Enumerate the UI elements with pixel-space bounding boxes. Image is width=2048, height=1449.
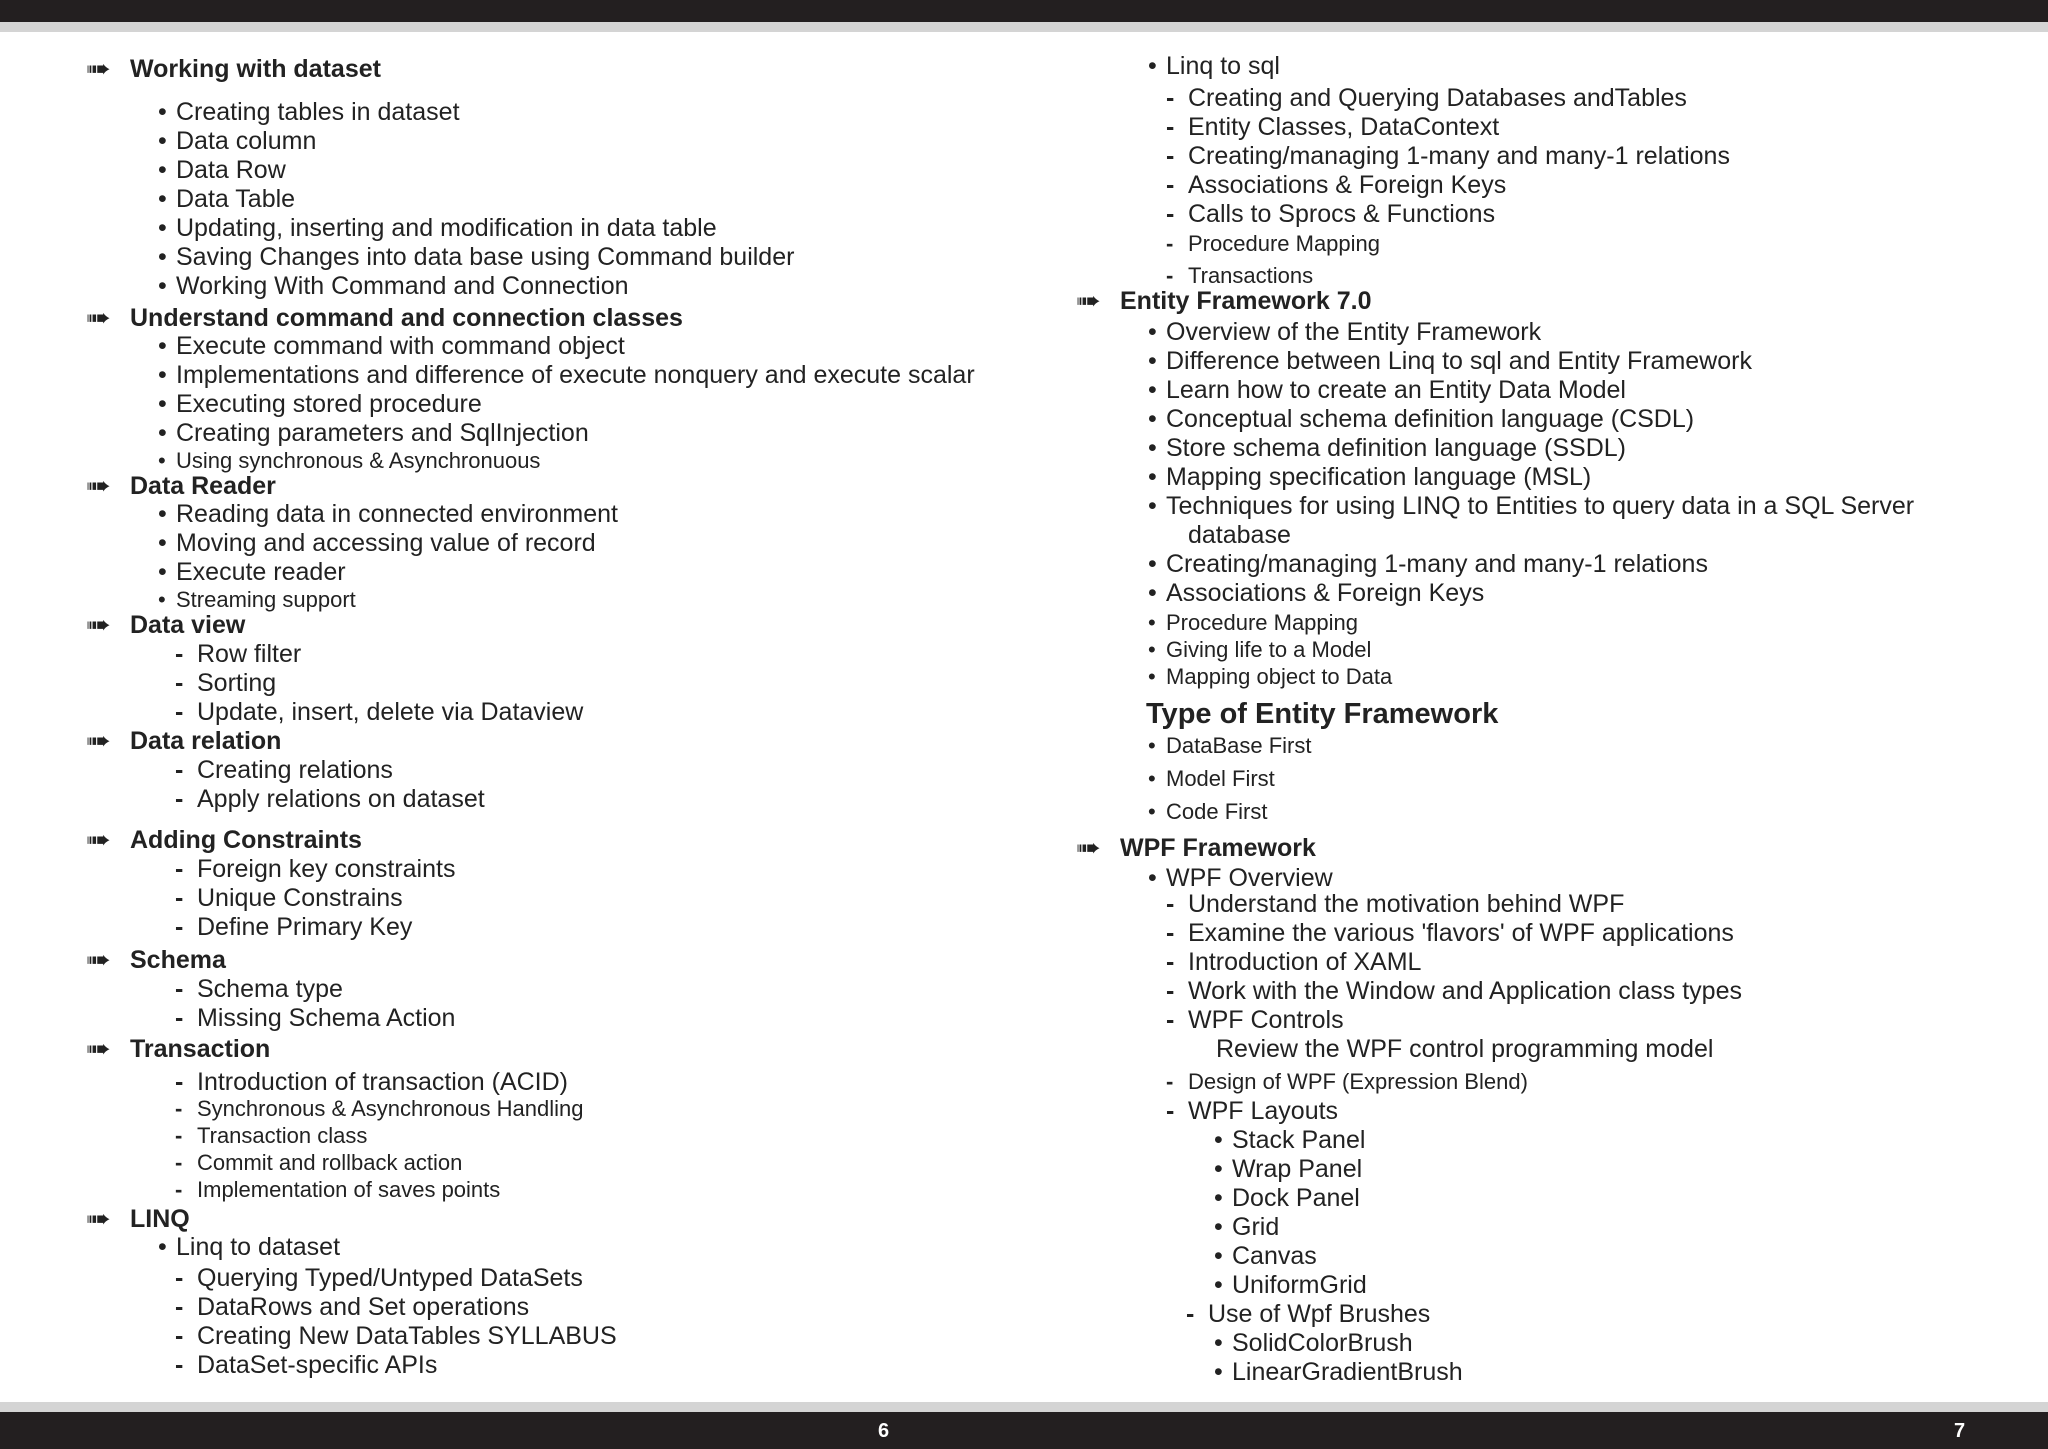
item-text: Creating relations: [197, 756, 393, 784]
bullet-icon: •: [158, 500, 167, 528]
dash-bullet-icon: -: [1166, 977, 1175, 1005]
right-list-item: [1214, 1184, 1360, 1213]
item-text: Procedure Mapping: [1188, 231, 1381, 256]
right-list-item: [1214, 1271, 1367, 1300]
left-list-item: [158, 185, 295, 214]
item-text: Foreign key constraints: [197, 855, 456, 883]
left-list-item: [158, 500, 618, 529]
left-section-heading: [85, 55, 381, 84]
top-bar: [0, 0, 2048, 22]
item-text: Learn how to create an Entity Data Model: [1166, 376, 1626, 404]
item-text: Using synchronous & Asynchronuous: [176, 448, 541, 473]
right-list-item: [1166, 263, 1313, 289]
dash-bullet-icon: -: [175, 756, 184, 784]
item-text: Introduction of XAML: [1188, 948, 1422, 976]
item-text: Mapping specification language (MSL): [1166, 463, 1592, 491]
item-text: SolidColorBrush: [1232, 1329, 1413, 1357]
right-list-item: [1166, 200, 1495, 229]
dash-bullet-icon: -: [1166, 1006, 1175, 1034]
item-text: LinearGradientBrush: [1232, 1358, 1463, 1386]
arrow-bullet-icon: ➠: [85, 55, 112, 83]
left-section-heading: [85, 1205, 190, 1234]
bottom-bar: [0, 1412, 2048, 1449]
right-list-item: [1148, 579, 1484, 608]
right-list-item: [1166, 231, 1380, 257]
dash-bullet-icon: -: [1166, 263, 1174, 288]
bullet-icon: •: [1148, 664, 1156, 689]
right-list-item: [1214, 1155, 1362, 1184]
right-list-item: [1166, 977, 1742, 1006]
item-text: Apply relations on dataset: [197, 785, 485, 813]
left-list-item: [175, 975, 343, 1004]
right-list-item: [1148, 318, 1541, 347]
item-text: Reading data in connected environment: [176, 500, 618, 528]
left-list-item: [175, 669, 276, 698]
right-list-item: [1148, 376, 1626, 405]
item-text: Transactions: [1188, 263, 1314, 288]
item-text: Execute reader: [176, 558, 346, 586]
item-text: Creating tables in dataset: [176, 98, 460, 126]
item-text: Dock Panel: [1232, 1184, 1360, 1212]
item-text: Data relation: [130, 727, 282, 755]
item-text: WPF Layouts: [1188, 1097, 1339, 1125]
item-text: Data Table: [176, 185, 296, 213]
page-number-right: 7: [1954, 1420, 1966, 1442]
left-list-item: [158, 587, 356, 613]
right-list-item: [1166, 1069, 1528, 1095]
arrow-bullet-icon: ➠: [85, 727, 112, 755]
item-text: Overview of the Entity Framework: [1166, 318, 1542, 346]
item-text: Saving Changes into data base using Command builder: [176, 243, 795, 271]
item-text: Conceptual schema definition language (CSDL): [1166, 405, 1695, 433]
left-list-item: [158, 272, 629, 301]
bullet-icon: •: [1148, 434, 1157, 462]
left-list-item: [175, 1068, 568, 1097]
item-text: Code First: [1166, 799, 1268, 824]
right-list-item: [1148, 347, 1752, 376]
item-text: Streaming support: [176, 587, 356, 612]
left-list-item: [175, 913, 412, 942]
bullet-icon: •: [1148, 799, 1156, 824]
item-text: Giving life to a Model: [1166, 637, 1372, 662]
dash-bullet-icon: -: [1166, 113, 1175, 141]
dash-bullet-icon: -: [1166, 1069, 1174, 1094]
bullet-icon: •: [1148, 610, 1156, 635]
right-list-item: [1166, 142, 1730, 171]
item-text: Executing stored procedure: [176, 390, 482, 418]
item-text: Data Row: [176, 156, 286, 184]
bullet-icon: •: [158, 448, 166, 473]
right-section-heading: [1075, 287, 1372, 316]
dash-bullet-icon: -: [175, 669, 184, 697]
bullet-icon: •: [158, 529, 167, 557]
left-list-item: [175, 884, 403, 913]
item-text: Entity Classes, DataContext: [1188, 113, 1500, 141]
left-list-item: [158, 243, 794, 272]
right-list-item: [1148, 733, 1312, 759]
item-text: Entity Framework 7.0: [1120, 287, 1372, 315]
bullet-icon: •: [158, 127, 167, 155]
dash-bullet-icon: -: [175, 855, 184, 883]
arrow-bullet-icon: ➠: [85, 946, 112, 974]
item-text: WPF Framework: [1120, 834, 1316, 862]
left-list-item: [175, 1177, 500, 1203]
left-list-item: [158, 419, 589, 448]
dash-bullet-icon: -: [1186, 1300, 1195, 1328]
left-list-item: [175, 1096, 583, 1122]
item-text: Associations & Foreign Keys: [1188, 171, 1507, 199]
left-list-item: [158, 127, 316, 156]
bullet-icon: •: [1214, 1184, 1223, 1212]
item-text: Moving and accessing value of record: [176, 529, 596, 557]
right-list-item: [1188, 521, 1291, 550]
dash-bullet-icon: -: [175, 1264, 184, 1292]
item-text: Design of WPF (Expression Blend): [1188, 1069, 1528, 1094]
item-text: Review the WPF control programming model: [1216, 1035, 1714, 1063]
item-text: Data column: [176, 127, 317, 155]
arrow-bullet-icon: ➠: [1075, 287, 1102, 315]
item-text: Techniques for using LINQ to Entities to query data in a SQL Server: [1166, 492, 1915, 520]
right-list-item: [1166, 1006, 1344, 1035]
left-list-item: [158, 214, 717, 243]
left-section-heading: [85, 727, 282, 756]
right-list-item: [1148, 799, 1267, 825]
item-text: Introduction of transaction (ACID): [197, 1068, 568, 1096]
arrow-bullet-icon: ➠: [85, 826, 112, 854]
bullet-icon: •: [1148, 550, 1157, 578]
item-text: Data Reader: [130, 472, 276, 500]
item-text: Unique Constrains: [197, 884, 403, 912]
bullet-icon: •: [158, 98, 167, 126]
item-text: UniformGrid: [1232, 1271, 1367, 1299]
right-list-item: [1166, 113, 1499, 142]
item-text: Transaction: [130, 1035, 271, 1063]
item-text: Sorting: [197, 669, 277, 697]
bullet-icon: •: [1148, 637, 1156, 662]
item-text: Creating/managing 1-many and many-1 relations: [1166, 550, 1708, 578]
dash-bullet-icon: -: [1166, 231, 1174, 256]
left-list-item: [158, 156, 286, 185]
dash-bullet-icon: -: [175, 884, 184, 912]
item-text: Associations & Foreign Keys: [1166, 579, 1485, 607]
bullet-icon: •: [1214, 1242, 1223, 1270]
item-text: Working With Command and Connection: [176, 272, 629, 300]
item-text: Linq to dataset: [176, 1233, 341, 1261]
item-text: Grid: [1232, 1213, 1280, 1241]
bullet-icon: •: [1214, 1155, 1223, 1183]
left-list-item: [175, 1322, 617, 1351]
item-text: Schema type: [197, 975, 343, 1003]
left-list-item: [175, 1293, 529, 1322]
bullet-icon: •: [1214, 1271, 1223, 1299]
dash-bullet-icon: -: [1166, 171, 1175, 199]
item-text: Execute command with command object: [176, 332, 625, 360]
dash-bullet-icon: -: [175, 1322, 184, 1350]
right-list-item: [1148, 550, 1708, 579]
item-text: Linq to sql: [1166, 52, 1280, 80]
right-list-item: [1166, 1097, 1338, 1126]
bottom-rule: [0, 1402, 2048, 1412]
bullet-icon: •: [158, 558, 167, 586]
arrow-bullet-icon: ➠: [85, 611, 112, 639]
right-list-item: [1148, 766, 1275, 792]
dash-bullet-icon: -: [175, 1123, 183, 1148]
bullet-icon: •: [1148, 733, 1156, 758]
bullet-icon: •: [1148, 347, 1157, 375]
dash-bullet-icon: -: [175, 975, 184, 1003]
item-text: Update, insert, delete via Dataview: [197, 698, 584, 726]
bullet-icon: •: [1214, 1329, 1223, 1357]
top-rule: [0, 22, 2048, 32]
left-list-item: [158, 390, 482, 419]
item-text: Model First: [1166, 766, 1275, 791]
dash-bullet-icon: -: [1166, 1097, 1175, 1125]
arrow-bullet-icon: ➠: [85, 1205, 112, 1233]
left-list-item: [175, 1351, 437, 1380]
right-list-item: [1166, 171, 1506, 200]
item-text: Work with the Window and Application class types: [1188, 977, 1742, 1005]
page-number-left: 6: [878, 1420, 890, 1442]
left-section-heading: [85, 1035, 271, 1064]
left-list-item: [158, 558, 346, 587]
bullet-icon: •: [1148, 492, 1157, 520]
dash-bullet-icon: -: [1166, 948, 1175, 976]
dash-bullet-icon: -: [175, 1096, 183, 1121]
right-list-item: [1166, 948, 1421, 977]
bullet-icon: •: [158, 214, 167, 242]
item-text: Row filter: [197, 640, 302, 668]
item-text: Transaction class: [197, 1123, 368, 1148]
left-list-item: [158, 361, 975, 390]
item-text: Schema: [130, 946, 226, 974]
item-text: Canvas: [1232, 1242, 1317, 1270]
left-list-item: [175, 1123, 367, 1149]
arrow-bullet-icon: ➠: [85, 472, 112, 500]
dash-bullet-icon: -: [175, 698, 184, 726]
bullet-icon: •: [158, 272, 167, 300]
item-text: Procedure Mapping: [1166, 610, 1359, 635]
right-list-item: [1166, 890, 1624, 919]
item-text: database: [1188, 521, 1291, 549]
left-list-item: [175, 785, 485, 814]
right-list-item: [1166, 919, 1734, 948]
item-text: WPF Overview: [1166, 864, 1333, 892]
left-list-item: [158, 98, 460, 127]
right-list-item: [1148, 664, 1392, 690]
item-text: Adding Constraints: [130, 826, 362, 854]
dash-bullet-icon: -: [175, 1293, 184, 1321]
bullet-icon: •: [158, 243, 167, 271]
left-list-item: [158, 332, 625, 361]
bullet-icon: •: [1148, 376, 1157, 404]
left-list-item: [175, 1150, 462, 1176]
right-list-item: [1214, 1358, 1463, 1387]
bullet-icon: •: [158, 361, 167, 389]
left-list-item: [175, 1264, 583, 1293]
bullet-icon: •: [1214, 1213, 1223, 1241]
bullet-icon: •: [158, 156, 167, 184]
right-list-item: [1148, 405, 1694, 434]
bullet-icon: •: [1148, 579, 1157, 607]
item-text: Commit and rollback action: [197, 1150, 463, 1175]
dash-bullet-icon: -: [175, 1150, 183, 1175]
item-text: Working with dataset: [130, 55, 381, 83]
right-list-item: [1148, 864, 1333, 893]
left-list-item: [158, 1233, 340, 1262]
bullet-icon: •: [158, 419, 167, 447]
left-section-heading: [85, 946, 226, 975]
right-list-item: [1148, 637, 1371, 663]
item-text: Implementation of saves points: [197, 1177, 501, 1202]
dash-bullet-icon: -: [175, 1351, 184, 1379]
left-section-heading: [85, 472, 276, 501]
item-text: Missing Schema Action: [197, 1004, 456, 1032]
item-text: Define Primary Key: [197, 913, 413, 941]
bullet-icon: •: [1214, 1126, 1223, 1154]
bullet-icon: •: [158, 185, 167, 213]
arrow-bullet-icon: ➠: [85, 1035, 112, 1063]
arrow-bullet-icon: ➠: [85, 304, 112, 332]
bullet-icon: •: [1148, 463, 1157, 491]
item-text: Use of Wpf Brushes: [1208, 1300, 1431, 1328]
dash-bullet-icon: -: [1166, 142, 1175, 170]
right-list-item: [1148, 610, 1358, 636]
bullet-icon: •: [1148, 405, 1157, 433]
dash-bullet-icon: -: [1166, 84, 1175, 112]
item-text: Mapping object to Data: [1166, 664, 1393, 689]
right-list-item: [1186, 1300, 1430, 1329]
item-text: Querying Typed/Untyped DataSets: [197, 1264, 583, 1292]
item-text: Data view: [130, 611, 246, 639]
left-list-item: [175, 756, 393, 785]
item-text: Updating, inserting and modification in data table: [176, 214, 717, 242]
item-text: Understand the motivation behind WPF: [1188, 890, 1625, 918]
item-text: DataSet-specific APIs: [197, 1351, 438, 1379]
item-text: Creating New DataTables SYLLABUS: [197, 1322, 617, 1350]
dash-bullet-icon: -: [175, 913, 184, 941]
right-list-item: [1214, 1329, 1413, 1358]
left-list-item: [175, 855, 455, 884]
item-text: DataRows and Set operations: [197, 1293, 530, 1321]
left-list-item: [175, 1004, 455, 1033]
right-list-item: [1216, 1035, 1713, 1064]
item-text: Calls to Sprocs & Functions: [1188, 200, 1496, 228]
right-section-heading: [1146, 698, 1498, 731]
left-list-item: [158, 529, 596, 558]
left-section-heading: [85, 304, 683, 333]
bullet-icon: •: [158, 1233, 167, 1261]
bullet-icon: •: [1148, 766, 1156, 791]
right-list-item: [1166, 84, 1687, 113]
item-text: LINQ: [130, 1205, 190, 1233]
bullet-icon: •: [158, 587, 166, 612]
item-text: Understand command and connection classes: [130, 304, 683, 332]
left-list-item: [175, 640, 301, 669]
item-text: Difference between Linq to sql and Entity Framework: [1166, 347, 1752, 375]
right-list-item: [1148, 492, 1914, 521]
right-list-item: [1214, 1213, 1279, 1242]
dash-bullet-icon: -: [1166, 200, 1175, 228]
right-list-item: [1148, 52, 1280, 81]
right-list-item: [1148, 434, 1626, 463]
left-list-item: [175, 698, 583, 727]
left-section-heading: [85, 611, 246, 640]
dash-bullet-icon: -: [1166, 919, 1175, 947]
item-text: Type of Entity Framework: [1146, 698, 1499, 730]
right-list-item: [1214, 1242, 1317, 1271]
item-text: WPF Controls: [1188, 1006, 1344, 1034]
item-text: Creating and Querying Databases andTables: [1188, 84, 1687, 112]
item-text: Creating parameters and SqlInjection: [176, 419, 589, 447]
bullet-icon: •: [1148, 864, 1157, 892]
right-list-item: [1148, 463, 1591, 492]
item-text: Implementations and difference of execute nonquery and execute scalar: [176, 361, 975, 389]
dash-bullet-icon: -: [175, 1004, 184, 1032]
left-section-heading: [85, 826, 362, 855]
left-list-item: [158, 448, 540, 474]
bullet-icon: •: [1148, 318, 1157, 346]
dash-bullet-icon: -: [175, 640, 184, 668]
right-section-heading: [1075, 834, 1316, 863]
bullet-icon: •: [1148, 52, 1157, 80]
item-text: Stack Panel: [1232, 1126, 1366, 1154]
arrow-bullet-icon: ➠: [1075, 834, 1102, 862]
bullet-icon: •: [158, 390, 167, 418]
dash-bullet-icon: -: [1166, 890, 1175, 918]
item-text: Store schema definition language (SSDL): [1166, 434, 1626, 462]
dash-bullet-icon: -: [175, 1068, 184, 1096]
item-text: Examine the various 'flavors' of WPF applications: [1188, 919, 1734, 947]
dash-bullet-icon: -: [175, 1177, 183, 1202]
item-text: Synchronous & Asynchronous Handling: [197, 1096, 584, 1121]
bullet-icon: •: [158, 332, 167, 360]
bullet-icon: •: [1214, 1358, 1223, 1386]
dash-bullet-icon: -: [175, 785, 184, 813]
right-list-item: [1214, 1126, 1365, 1155]
item-text: Wrap Panel: [1232, 1155, 1363, 1183]
item-text: Creating/managing 1-many and many-1 relations: [1188, 142, 1730, 170]
item-text: DataBase First: [1166, 733, 1312, 758]
